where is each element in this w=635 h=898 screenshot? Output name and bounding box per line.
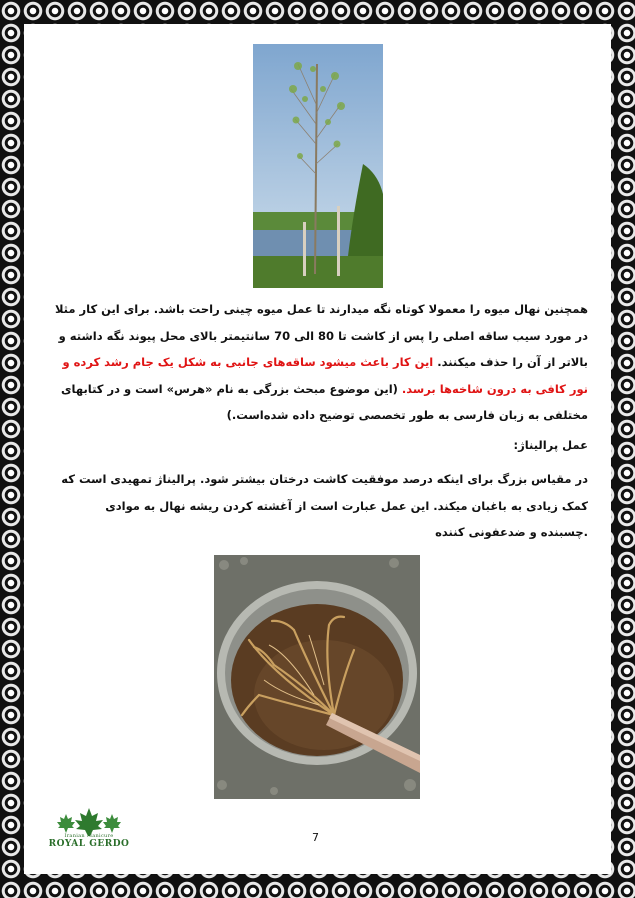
paragraph-line — [38, 349, 588, 376]
logo-name: ROYAL GERDO — [48, 839, 130, 849]
paragraph-pralinage — [38, 466, 588, 546]
paragraph-text: بالاتر از آن را حذف میکنند. — [433, 355, 588, 369]
highlighted-text: این کار باعث میشود ساقه‌های جانبی به شکل یک جام رشد کرده و — [62, 355, 434, 369]
paragraph-line: همچنین نهال میوه را معمولا کوتاه نگه میدارند تا عمل میوه چینی راحت باشد. برای این کار مثلا — [54, 302, 588, 316]
paragraph-line — [38, 376, 588, 403]
root-bucket-photo — [214, 555, 420, 799]
highlighted-text: نور کافی به درون شاخه‌ها برسد. — [401, 381, 588, 396]
section-heading: عمل پرالیناژ: — [513, 438, 588, 452]
paragraph-line: مختلفی به زبان فارسی به طور تخصصی توضیح داده شده‌است.) — [226, 408, 588, 422]
royal-gerdo-logo — [46, 806, 132, 854]
paragraph-line: .چسبنده و ضدعفونی کننده — [435, 525, 588, 539]
paragraph-line: کمک زیادی به باغبان میکند. این عمل عبارت است از آغشته کردن ریشه نهال به موادی — [105, 498, 588, 513]
paragraph-pruning — [38, 296, 588, 429]
paragraph-line: در مورد سیب ساقه اصلی را پس از کاشت تا 80 الی 70 سانتیمتر بالای محل پیوند نگه داشته و — [58, 328, 588, 343]
logo-tagline: Iranian Manicure — [64, 833, 114, 839]
page-number: 7 — [312, 831, 319, 844]
paragraph-text: (این موضوع مبحث بزرگی به نام «هرس» است و در کتابهای — [61, 381, 402, 396]
paragraph-line: در مقیاس بزرگ برای اینکه درصد موفقیت کاشت درختان بیشتر شود. پرالیناژ تمهیدی است که — [61, 472, 588, 486]
young-tree-photo — [253, 44, 383, 288]
